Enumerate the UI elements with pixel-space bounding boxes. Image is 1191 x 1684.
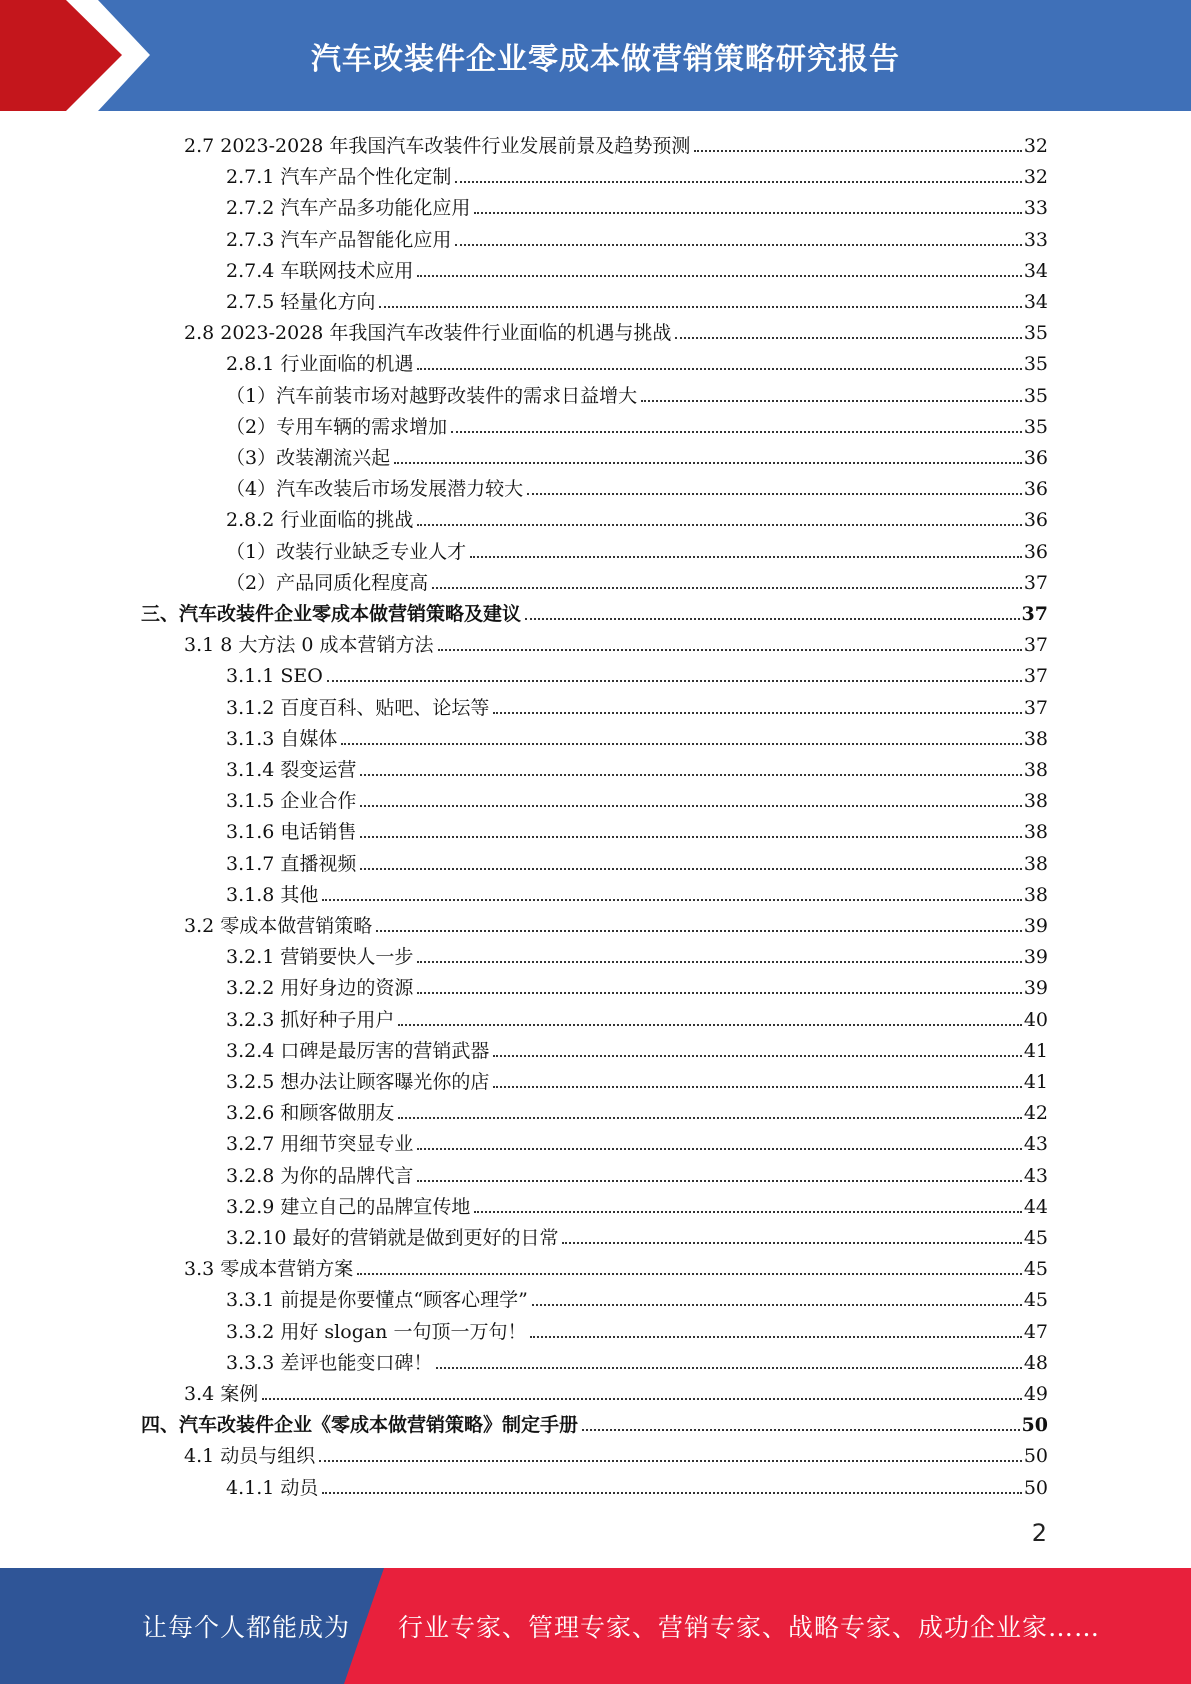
toc-entry-title: 2.7.1 汽车产品个性化定制 [226,166,452,188]
toc-entry-page: 39 [1023,946,1048,968]
toc-entry[interactable] [226,501,1048,532]
toc-entry-page: 43 [1023,1133,1048,1155]
report-title: 汽车改装件企业零成本做营销策略研究报告 [311,41,900,77]
toc-dot-leader [641,400,1022,402]
toc-entry[interactable] [226,158,1048,189]
toc-entry-title: 3.1.8 其他 [226,884,319,906]
toc-entry[interactable] [226,1157,1048,1188]
toc-entry-title: （2）产品同质化程度高 [226,572,429,594]
toc-entry-page: 36 [1023,478,1048,500]
toc-entry[interactable] [226,408,1048,439]
toc-entry[interactable] [226,1188,1048,1219]
toc-entry-page: 36 [1023,509,1048,531]
toc-entry[interactable] [226,1125,1048,1156]
toc-entry-page: 35 [1023,353,1048,375]
toc-entry-page: 48 [1023,1352,1048,1374]
toc-entry-title: 3.4 案例 [184,1383,259,1405]
toc-entry-title: （4）汽车改装后市场发展潜力较大 [226,478,524,500]
toc-entry-title: （2）专用车辆的需求增加 [226,416,448,438]
toc-entry-page: 41 [1023,1040,1048,1062]
toc-entry[interactable] [226,1281,1048,1312]
toc-entry-page: 50 [1023,1445,1048,1467]
page-header [0,0,1191,111]
toc-entry-page: 39 [1023,915,1048,937]
toc-entry[interactable] [226,1032,1048,1063]
toc-dot-leader [582,1429,1020,1431]
toc-entry-title: 3.2.7 用细节突显专业 [226,1133,414,1155]
toc-entry-title: 4.1.1 动员 [226,1477,319,1499]
toc-entry[interactable] [226,845,1048,876]
toc-entry[interactable] [226,564,1048,595]
toc-entry[interactable] [226,813,1048,844]
footer-slogan-right: 行业专家、管理专家、营销专家、战略专家、成功企业家…… [398,1613,1101,1642]
toc-entry-page: 37 [1023,572,1048,594]
toc-dot-leader [436,1367,1021,1369]
toc-entry-page: 49 [1023,1383,1048,1405]
toc-dot-leader [493,1086,1021,1088]
toc-entry-page: 34 [1023,291,1048,313]
toc-dot-leader [493,1055,1021,1057]
toc-dot-leader [360,805,1021,807]
toc-entry[interactable] [226,439,1048,470]
toc-entry-page: 43 [1023,1165,1048,1187]
toc-entry-page: 45 [1023,1289,1048,1311]
toc-entry[interactable] [226,876,1048,907]
toc-dot-leader [474,1211,1021,1213]
toc-entry-title: 3.2 零成本做营销策略 [184,915,373,937]
toc-entry[interactable] [226,377,1048,408]
toc-dot-leader [322,1492,1021,1494]
toc-entry[interactable] [184,1375,1048,1406]
toc-entry-page: 37 [1023,697,1048,719]
toc-entry-title: 3.2.8 为你的品牌代言 [226,1165,414,1187]
toc-entry-page: 33 [1023,229,1048,251]
toc-entry[interactable] [226,1469,1048,1500]
toc-entry-title: 3.1.7 直播视频 [226,853,357,875]
toc-entry-title: 2.7 2023-2028 年我国汽车改装件行业发展前景及趋势预测 [184,135,691,157]
toc-entry-title: 3.2.4 口碑是最厉害的营销武器 [226,1040,490,1062]
toc-dot-leader [322,899,1021,901]
toc-dot-leader [398,1117,1021,1119]
page-number: 2 [1031,1519,1047,1547]
toc-entry-page: 32 [1023,166,1048,188]
toc-entry-title: 3.2.2 用好身边的资源 [226,977,414,999]
toc-dot-leader [562,1242,1021,1244]
page-footer [0,1568,1191,1684]
toc-entry-title: 3.1.4 裂变运营 [226,759,357,781]
toc-entry[interactable] [226,1313,1048,1344]
toc-entry-title: 四、汽车改装件企业《零成本做营销策略》制定手册 [141,1414,579,1436]
toc-dot-leader [525,618,1020,620]
toc-entry[interactable] [226,1219,1048,1250]
toc-entry-title: 3.1 8 大方法 0 成本营销方法 [184,634,434,656]
toc-entry-page: 41 [1023,1071,1048,1093]
toc-dot-leader [417,524,1021,526]
toc-entry-title: 2.8 2023-2028 年我国汽车改装件行业面临的机遇与挑战 [184,322,672,344]
toc-entry-page: 38 [1023,821,1048,843]
toc-entry[interactable] [226,751,1048,782]
toc-entry-page: 47 [1023,1321,1048,1343]
toc-entry-title: 三、汽车改装件企业零成本做营销策略及建议 [141,603,522,625]
toc-entry[interactable] [226,470,1048,501]
toc-entry-page: 35 [1023,385,1048,407]
toc-entry[interactable] [226,221,1048,252]
toc-entry-page: 44 [1023,1196,1048,1218]
toc-dot-leader [379,306,1021,308]
toc-entry-title: 3.3.3 差评也能变口碑！ [226,1352,433,1374]
toc-entry-title: 3.2.6 和顾客做朋友 [226,1102,395,1124]
toc-entry-page: 38 [1023,853,1048,875]
toc-dot-leader [530,1336,1021,1338]
toc-dot-leader [694,150,1021,152]
toc-dot-leader [327,680,1022,682]
toc-entry[interactable] [141,1406,1048,1437]
toc-dot-leader [417,1148,1021,1150]
toc-entry-title: 3.1.2 百度百科、贴吧、论坛等 [226,697,490,719]
toc-entry-title: 2.7.5 轻量化方向 [226,291,376,313]
toc-entry[interactable] [141,595,1048,626]
toc-entry-page: 32 [1023,135,1048,157]
toc-entry-title: （1）汽车前装市场对越野改装件的需求日益增大 [226,385,638,407]
toc-entry-title: 2.8.2 行业面临的挑战 [226,509,414,531]
toc-dot-leader [376,930,1022,932]
toc-dot-leader [455,244,1021,246]
toc-dot-leader [470,556,1022,558]
footer-slogan-left: 让每个人都能成为 [142,1613,351,1642]
toc-entry[interactable] [226,657,1048,688]
toc-dot-leader [394,462,1022,464]
toc-entry-page: 37 [1023,665,1048,687]
toc-entry-page: 45 [1023,1227,1048,1249]
toc-entry[interactable] [226,283,1048,314]
toc-entry-title: 3.2.5 想办法让顾客曝光你的店 [226,1071,490,1093]
toc-dot-leader [360,836,1021,838]
toc-dot-leader [398,1024,1021,1026]
toc-entry[interactable] [226,252,1048,283]
toc-entry-page: 34 [1023,260,1048,282]
toc-entry-title: 4.1 动员与组织 [184,1445,316,1467]
toc-entry-title: （3）改装潮流兴起 [226,447,391,469]
toc-entry[interactable] [226,720,1048,751]
toc-entry[interactable] [184,907,1048,938]
toc-dot-leader [417,961,1021,963]
toc-dot-leader [474,212,1021,214]
toc-entry-title: 2.7.2 汽车产品多功能化应用 [226,197,471,219]
toc-entry[interactable] [184,1250,1048,1281]
toc-dot-leader [360,868,1021,870]
toc-entry-page: 35 [1023,322,1048,344]
toc-entry-title: 3.3.2 用好 slogan 一句顶一万句！ [226,1321,527,1343]
toc-entry[interactable] [184,1437,1048,1468]
toc-entry-page: 36 [1023,541,1048,563]
toc-entry-page: 33 [1023,197,1048,219]
toc-entry-page: 37 [1021,603,1048,625]
toc-entry-page: 40 [1023,1009,1048,1031]
toc-entry-page: 39 [1023,977,1048,999]
toc-entry-title: 3.2.3 抓好种子用户 [226,1009,395,1031]
toc-dot-leader [455,181,1021,183]
toc-dot-leader [527,493,1022,495]
toc-entry-title: 3.3 零成本营销方案 [184,1258,354,1280]
toc-entry[interactable] [184,314,1048,345]
toc-entry[interactable] [184,626,1048,657]
toc-dot-leader [357,1273,1022,1275]
toc-entry-page: 50 [1023,1477,1048,1499]
toc-entry-page: 42 [1023,1102,1048,1124]
toc-entry-title: 3.1.3 自媒体 [226,728,338,750]
toc-entry-title: 2.8.1 行业面临的机遇 [226,353,414,375]
toc-entry[interactable] [226,1001,1048,1032]
toc-entry-title: 3.3.1 前提是你要懂点“顾客心理学” [226,1289,528,1311]
toc-entry[interactable] [226,345,1048,376]
toc-entry-title: （1）改装行业缺乏专业人才 [226,541,467,563]
toc-entry-title: 3.2.1 营销要快人一步 [226,946,414,968]
toc-entry-title: 3.2.9 建立自己的品牌宣传地 [226,1196,471,1218]
toc-entry-page: 36 [1023,447,1048,469]
toc-entry[interactable] [226,189,1048,220]
toc-entry-title: 3.1.6 电话销售 [226,821,357,843]
toc-entry-title: 3.1.5 企业合作 [226,790,357,812]
toc-entry[interactable] [226,1094,1048,1125]
toc-dot-leader [262,1398,1022,1400]
toc-dot-leader [493,712,1021,714]
toc-dot-leader [417,275,1021,277]
toc-dot-leader [432,587,1022,589]
toc-entry[interactable] [226,533,1048,564]
toc-dot-leader [451,431,1022,433]
toc-entry-page: 38 [1023,728,1048,750]
toc-dot-leader [360,774,1021,776]
toc-dot-leader [532,1304,1022,1306]
toc-entry-page: 45 [1023,1258,1048,1280]
toc-entry-page: 38 [1023,790,1048,812]
toc-dot-leader [438,649,1022,651]
toc-dot-leader [417,368,1021,370]
toc-entry-title: 2.7.4 车联网技术应用 [226,260,414,282]
toc-entry-page: 38 [1023,759,1048,781]
toc-entry[interactable] [184,127,1048,158]
toc-entry-page: 50 [1021,1414,1048,1436]
toc-entry[interactable] [226,782,1048,813]
toc-entry[interactable] [226,938,1048,969]
toc-dot-leader [417,992,1021,994]
toc-entry-page: 38 [1023,884,1048,906]
toc-entry-page: 35 [1023,416,1048,438]
toc-entry[interactable] [226,1344,1048,1375]
toc-entry[interactable] [226,1063,1048,1094]
toc-dot-leader [417,1180,1021,1182]
toc-dot-leader [319,1460,1022,1462]
toc-entry-title: 3.2.10 最好的营销就是做到更好的日常 [226,1227,559,1249]
toc-entry[interactable] [226,969,1048,1000]
toc-dot-leader [675,337,1021,339]
toc-entry-page: 37 [1023,634,1048,656]
toc-entry-title: 3.1.1 SEO [226,665,323,687]
toc-entry-title: 2.7.3 汽车产品智能化应用 [226,229,452,251]
toc-entry[interactable] [226,689,1048,720]
toc-dot-leader [341,743,1021,745]
